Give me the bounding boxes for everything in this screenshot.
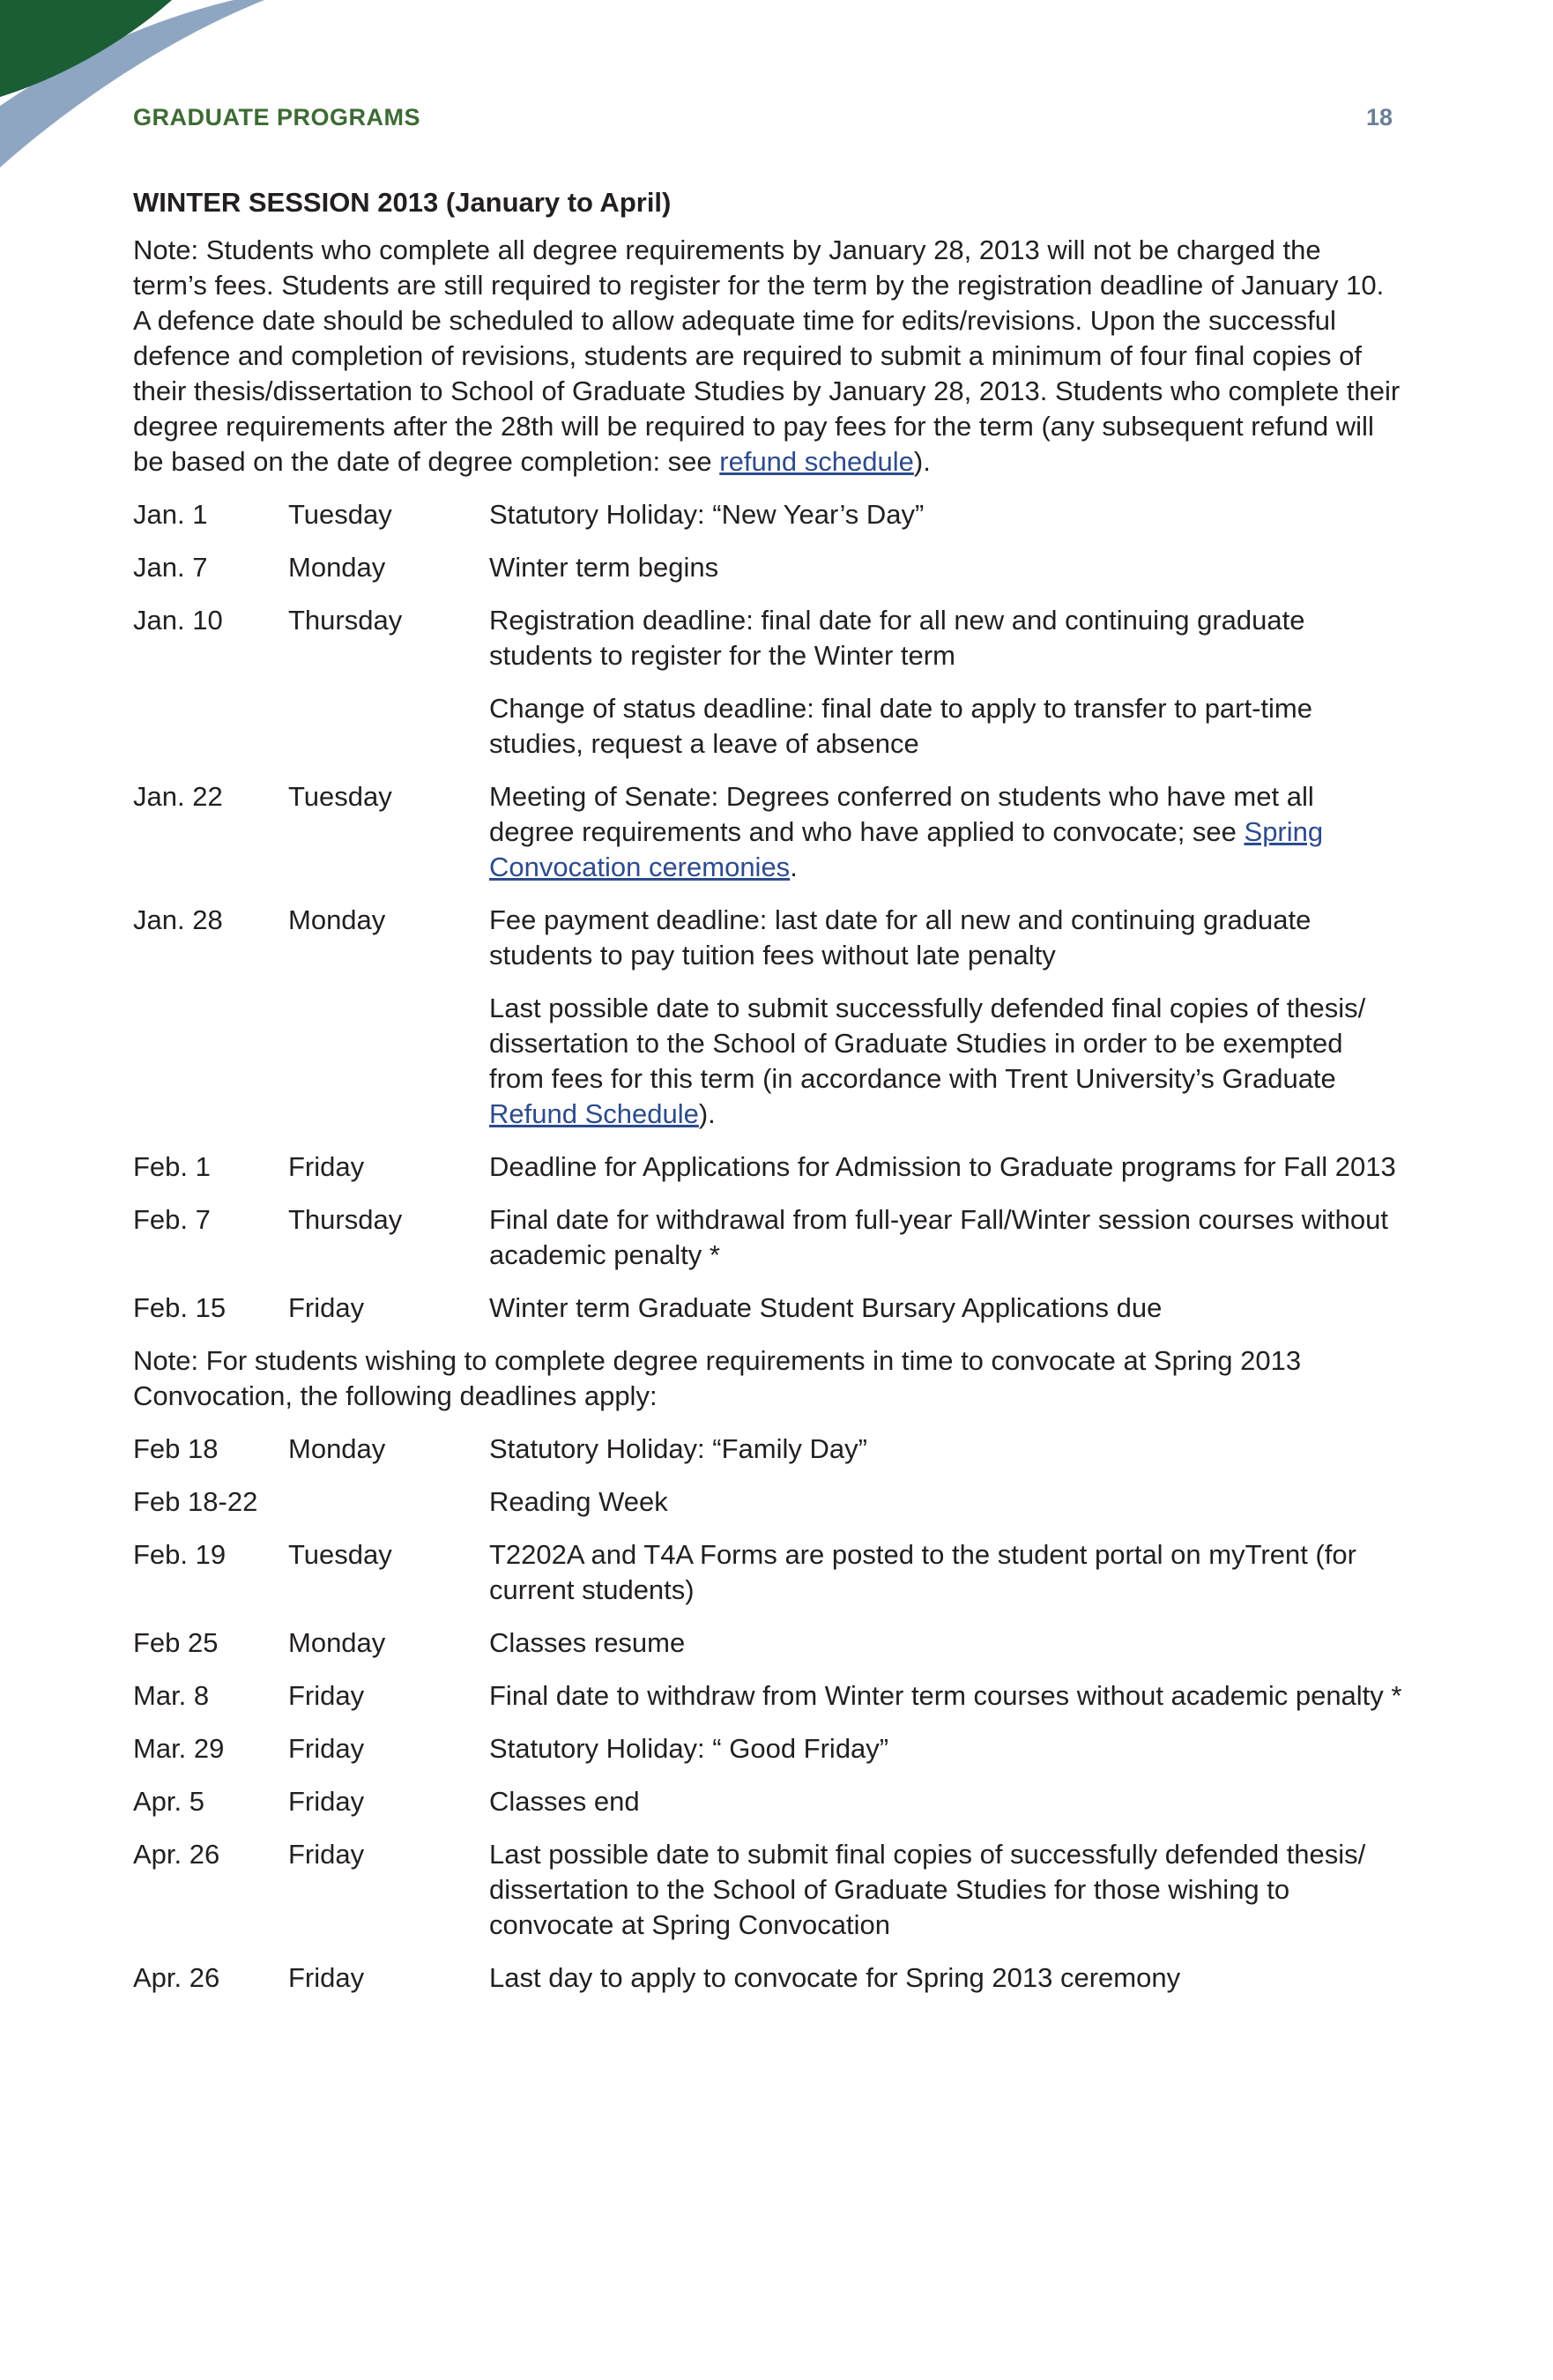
event-text: Fee payment deadline: last date for all new and continuing graduate students to pay tuition fees without late penalty	[489, 904, 1312, 971]
event-item	[489, 779, 1402, 885]
page-number: 18	[1365, 103, 1393, 130]
event-date: Jan. 1	[133, 499, 208, 530]
section-title: GRADUATE PROGRAMS	[133, 103, 421, 130]
event-text: Change of status deadline: final date to apply to transfer to part-time studies, request a leave of absence	[489, 693, 1312, 759]
event-day: Monday	[288, 552, 386, 583]
event-description	[489, 779, 1402, 885]
event-day: Monday	[288, 1433, 386, 1464]
event-date: Jan. 10	[133, 605, 223, 636]
event-date: Jan. 7	[133, 552, 208, 583]
event-text: Winter term begins	[489, 552, 719, 583]
event-text: Statutory Holiday: “Family Day”	[489, 1433, 867, 1464]
schedule-row	[133, 497, 1402, 532]
event-text: Registration deadline: final date for all new and continuing graduate students to register for the Winter term	[489, 605, 1305, 671]
schedule-row	[133, 903, 1402, 1132]
schedule-row	[133, 1837, 1402, 1943]
schedule-row	[133, 1784, 1402, 1819]
schedule-row	[133, 550, 1402, 585]
event-text: Classes end	[489, 1786, 640, 1817]
event-date: Mar. 29	[133, 1733, 225, 1764]
event-description	[489, 1149, 1402, 1185]
event-description	[489, 1202, 1402, 1273]
event-description	[489, 1837, 1402, 1943]
page-content	[133, 185, 1402, 2013]
event-text: Classes resume	[489, 1627, 686, 1658]
event-day: Thursday	[288, 1204, 403, 1235]
schedule-row	[133, 1432, 1402, 1467]
event-text: Winter term Graduate Student Bursary Applications due	[489, 1292, 1163, 1323]
event-day: Thursday	[288, 605, 403, 636]
event-item	[489, 603, 1402, 673]
schedule-row	[133, 1731, 1402, 1766]
event-item	[489, 1484, 1402, 1520]
event-text: Statutory Holiday: “ Good Friday”	[489, 1733, 889, 1764]
convocation-note: Note: For students wishing to complete degree requirements in time to convocate at Spring 2013 Convocation, the following deadlines apply:	[133, 1345, 1302, 1411]
refund-schedule-link[interactable]: refund schedule	[719, 446, 914, 477]
event-description	[489, 1960, 1402, 1996]
event-date: Feb. 7	[133, 1204, 211, 1235]
event-date: Feb. 1	[133, 1151, 211, 1182]
event-text: Reading Week	[489, 1486, 668, 1517]
event-text-end: ).	[698, 1098, 716, 1129]
event-description	[489, 1731, 1402, 1766]
event-description	[489, 1625, 1402, 1661]
schedule-row	[133, 1678, 1402, 1714]
event-date: Jan. 28	[133, 904, 223, 935]
running-header	[133, 100, 1393, 135]
schedule-row	[133, 1625, 1402, 1661]
event-day: Friday	[288, 1786, 365, 1817]
event-date: Apr. 5	[133, 1786, 204, 1817]
event-text-end: .	[790, 852, 798, 882]
intro-text-end: ).	[913, 446, 931, 477]
refund-schedule-link[interactable]: Refund Schedule	[489, 1098, 699, 1129]
event-item	[489, 1960, 1402, 1996]
spring-convocation-ceremonies-link[interactable]: Spring Convocation ceremonies	[489, 816, 1324, 882]
event-item	[489, 1432, 1402, 1467]
event-text: Last possible date to submit final copies of successfully defended thesis/ dissertation to the School of Graduate Studies for those wishing to convocate at Spring Convocation	[489, 1839, 1366, 1940]
event-day: Friday	[288, 1680, 365, 1711]
event-date: Feb. 19	[133, 1539, 227, 1570]
event-description	[489, 1484, 1402, 1520]
event-text: Meeting of Senate: Degrees conferred on students who have met all degree requirements and who have applied to convocate; see	[489, 781, 1314, 847]
event-item	[489, 991, 1402, 1132]
intro-text: Note: Students who complete all degree requirements by January 28, 2013 will not be charged the term’s fees. Students are still required to register for the term by the registration deadline of January 10. A defence date should be scheduled to allow adequate time for edits/revisions. Upon the successful defence and completion of revisions, students are required to submit a minimum of four final copies of their thesis/dissertation to School of Graduate Studies by January 28, 2013. Students who complete their degree requirements after the 28th will be required to pay fees for the term (any subsequent refund will be based on the date of degree completion: see	[133, 234, 1401, 477]
event-date: Feb 25	[133, 1627, 219, 1658]
intro-note	[133, 233, 1402, 480]
event-day: Friday	[288, 1733, 365, 1764]
event-description	[489, 903, 1402, 1132]
event-item	[489, 1837, 1402, 1943]
event-date: Feb 18	[133, 1433, 219, 1464]
event-description	[489, 1784, 1402, 1819]
event-item	[489, 1290, 1402, 1326]
event-item	[489, 550, 1402, 585]
schedule-table	[133, 497, 1402, 1326]
event-text: Deadline for Applications for Admission to Graduate programs for Fall 2013	[489, 1151, 1396, 1182]
event-text: Final date for withdrawal from full-year Fall/Winter session courses without academic penalty *	[489, 1204, 1388, 1270]
schedule-row	[133, 1960, 1402, 1996]
convocation-schedule-table	[133, 1432, 1402, 1996]
event-day: Tuesday	[288, 781, 392, 812]
event-item	[489, 1537, 1402, 1608]
event-description	[489, 1678, 1402, 1714]
event-item	[489, 1731, 1402, 1766]
event-day	[288, 1484, 489, 1520]
event-text: Statutory Holiday: “New Year’s Day”	[489, 499, 925, 530]
event-day: Friday	[288, 1151, 365, 1182]
schedule-row	[133, 603, 1402, 762]
event-text: T2202A and T4A Forms are posted to the student portal on myTrent (for current students)	[489, 1539, 1356, 1605]
schedule-row	[133, 1149, 1402, 1185]
event-item	[489, 1202, 1402, 1273]
event-description	[489, 603, 1402, 762]
event-item	[489, 1625, 1402, 1661]
event-date: Jan. 22	[133, 781, 223, 812]
event-day: Monday	[288, 1627, 386, 1658]
event-description	[489, 1432, 1402, 1467]
schedule-row	[133, 1290, 1402, 1326]
schedule-row	[133, 1537, 1402, 1608]
event-description	[489, 497, 1402, 532]
event-day: Monday	[288, 904, 386, 935]
schedule-row	[133, 1202, 1402, 1273]
event-date: Feb 18-22	[133, 1486, 258, 1517]
event-day: Tuesday	[288, 1539, 392, 1570]
event-description	[489, 1537, 1402, 1608]
event-item	[489, 1784, 1402, 1819]
event-text: Last possible date to submit successfully defended final copies of thesis/ dissertation to the School of Graduate Studies in order to be exempted from fees for this term (in accordance with Trent University’s Graduate	[489, 993, 1366, 1094]
event-item	[489, 497, 1402, 532]
event-text: Final date to withdraw from Winter term courses without academic penalty *	[489, 1680, 1402, 1711]
corner-decoration	[0, 0, 264, 167]
event-description	[489, 1290, 1402, 1326]
event-day: Friday	[288, 1839, 365, 1870]
event-text: Last day to apply to convocate for Spring 2013 ceremony	[489, 1962, 1181, 1993]
event-day: Friday	[288, 1292, 365, 1323]
event-item	[489, 1149, 1402, 1185]
event-item	[489, 691, 1402, 762]
event-date: Apr. 26	[133, 1839, 220, 1870]
session-heading: WINTER SESSION 2013 (January to April)	[133, 187, 672, 218]
schedule-row	[133, 1484, 1402, 1520]
event-day: Friday	[288, 1962, 365, 1993]
schedule-row	[133, 779, 1402, 885]
event-item	[489, 903, 1402, 973]
event-description	[489, 550, 1402, 585]
event-day: Tuesday	[288, 499, 392, 530]
event-item	[489, 1678, 1402, 1714]
event-date: Apr. 26	[133, 1962, 220, 1993]
event-date: Mar. 8	[133, 1680, 210, 1711]
event-date: Feb. 15	[133, 1292, 227, 1323]
